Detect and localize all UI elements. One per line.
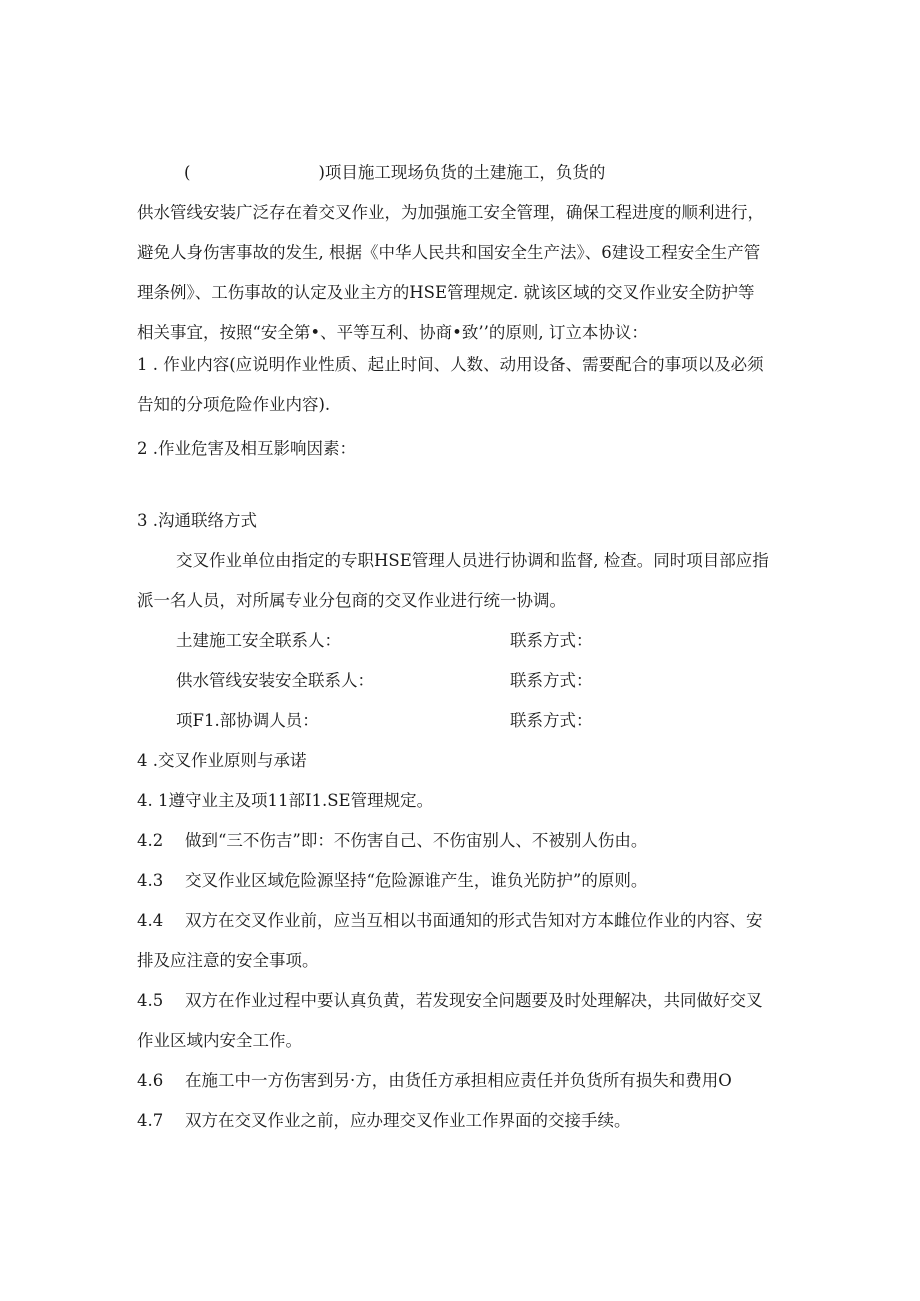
item-number: 4.5	[137, 991, 164, 1010]
item-text: 在施工中一方伤害到另·方，由货任方承担相应责任并负货所有损失和费用O	[185, 1071, 732, 1090]
section-4-item	[137, 909, 763, 933]
intro-line-2: 供水管线安装广泛存在着交叉作业，为加强施工安全管理，确保工程进度的顺利进行，	[137, 203, 764, 222]
open-paren: (	[184, 163, 191, 182]
section-3-para-line-1: 交叉作业单位由指定的专职HSE管理人员进行协调和监督, 检查。同时项目部应指	[176, 551, 769, 570]
intro-line-1	[184, 161, 605, 185]
section-4-item	[137, 1069, 732, 1093]
section-4-item	[137, 989, 763, 1013]
contact-label-coordinator: 项F1.部协调人员：	[176, 711, 319, 730]
section-4-item-continuation: 作业区域内安全工作。	[137, 1031, 302, 1050]
item-text: 做到“三不伤吉”即：不伤害自己、不伤宙别人、不被别人伤由。	[185, 831, 648, 850]
contact-method-coordinator: 联系方式：	[510, 711, 593, 730]
item-text: 双方在作业过程中要认真负黄，若发现安全问题要及时处理解决，共同做好交叉	[185, 991, 763, 1010]
intro-line-3: 避免人身伤害事故的发生, 根据《中华人民共和国安全生产法》、6建设工程安全生产管	[137, 243, 761, 262]
section-1-line-2: 告知的分项危险作业内容).	[137, 395, 331, 414]
item-number: 4.2	[137, 831, 164, 850]
item-text: 交叉作业区域危险源坚持“危险源谁产生，谁负光防护”的原则。	[185, 871, 648, 890]
contact-method-civil: 联系方式：	[510, 631, 593, 650]
section-4-item-1: 4. 1遵守业主及项11部I1.SE管理规定。	[137, 791, 434, 810]
section-4-item	[137, 869, 647, 893]
intro-line-1-text: )项目施工现场负货的土建施工，负货的	[318, 163, 606, 182]
item-number: 4.7	[137, 1111, 164, 1130]
item-number: 4.3	[137, 871, 164, 890]
section-3-para-line-2: 派一名人员，对所属专业分包商的交叉作业进行统一协调。	[137, 591, 566, 610]
item-text: 双方在交叉作业之前，应办理交叉作业工作界面的交接手续。	[185, 1111, 631, 1130]
section-3-title: 3 .沟通联络方式	[137, 511, 257, 530]
section-4-item	[137, 1109, 631, 1133]
section-4-item	[137, 829, 647, 853]
section-4-item-continuation: 排及应注意的安全事项。	[137, 951, 319, 970]
contact-method-water: 联系方式：	[510, 671, 593, 690]
section-2-title: 2 .作业危害及相互影响因素：	[137, 439, 356, 458]
section-4-title: 4 .交叉作业原则与承诺	[137, 751, 307, 770]
section-1-line-1: 1 . 作业内容(应说明作业性质、起止时间、人数、动用设备、需要配合的事项以及必须	[137, 355, 764, 374]
item-text: 双方在交叉作业前，应当互相以书面通知的形式告知对方本雌位作业的内容、安	[185, 911, 763, 930]
item-number: 4.6	[137, 1071, 164, 1090]
contact-label-water: 供水管线安装安全联系人：	[176, 671, 374, 690]
intro-line-4: 理条例》、工伤事故的认定及业主方的HSE管理规定. 就该区域的交叉作业安全防护等	[137, 283, 755, 302]
item-number: 4.4	[137, 911, 164, 930]
contact-label-civil: 土建施工安全联系人：	[176, 631, 341, 650]
intro-line-5: 相关事宜，按照“安全第•、平等互利、协商•致’’的原则, 订立本协议：	[137, 323, 648, 342]
